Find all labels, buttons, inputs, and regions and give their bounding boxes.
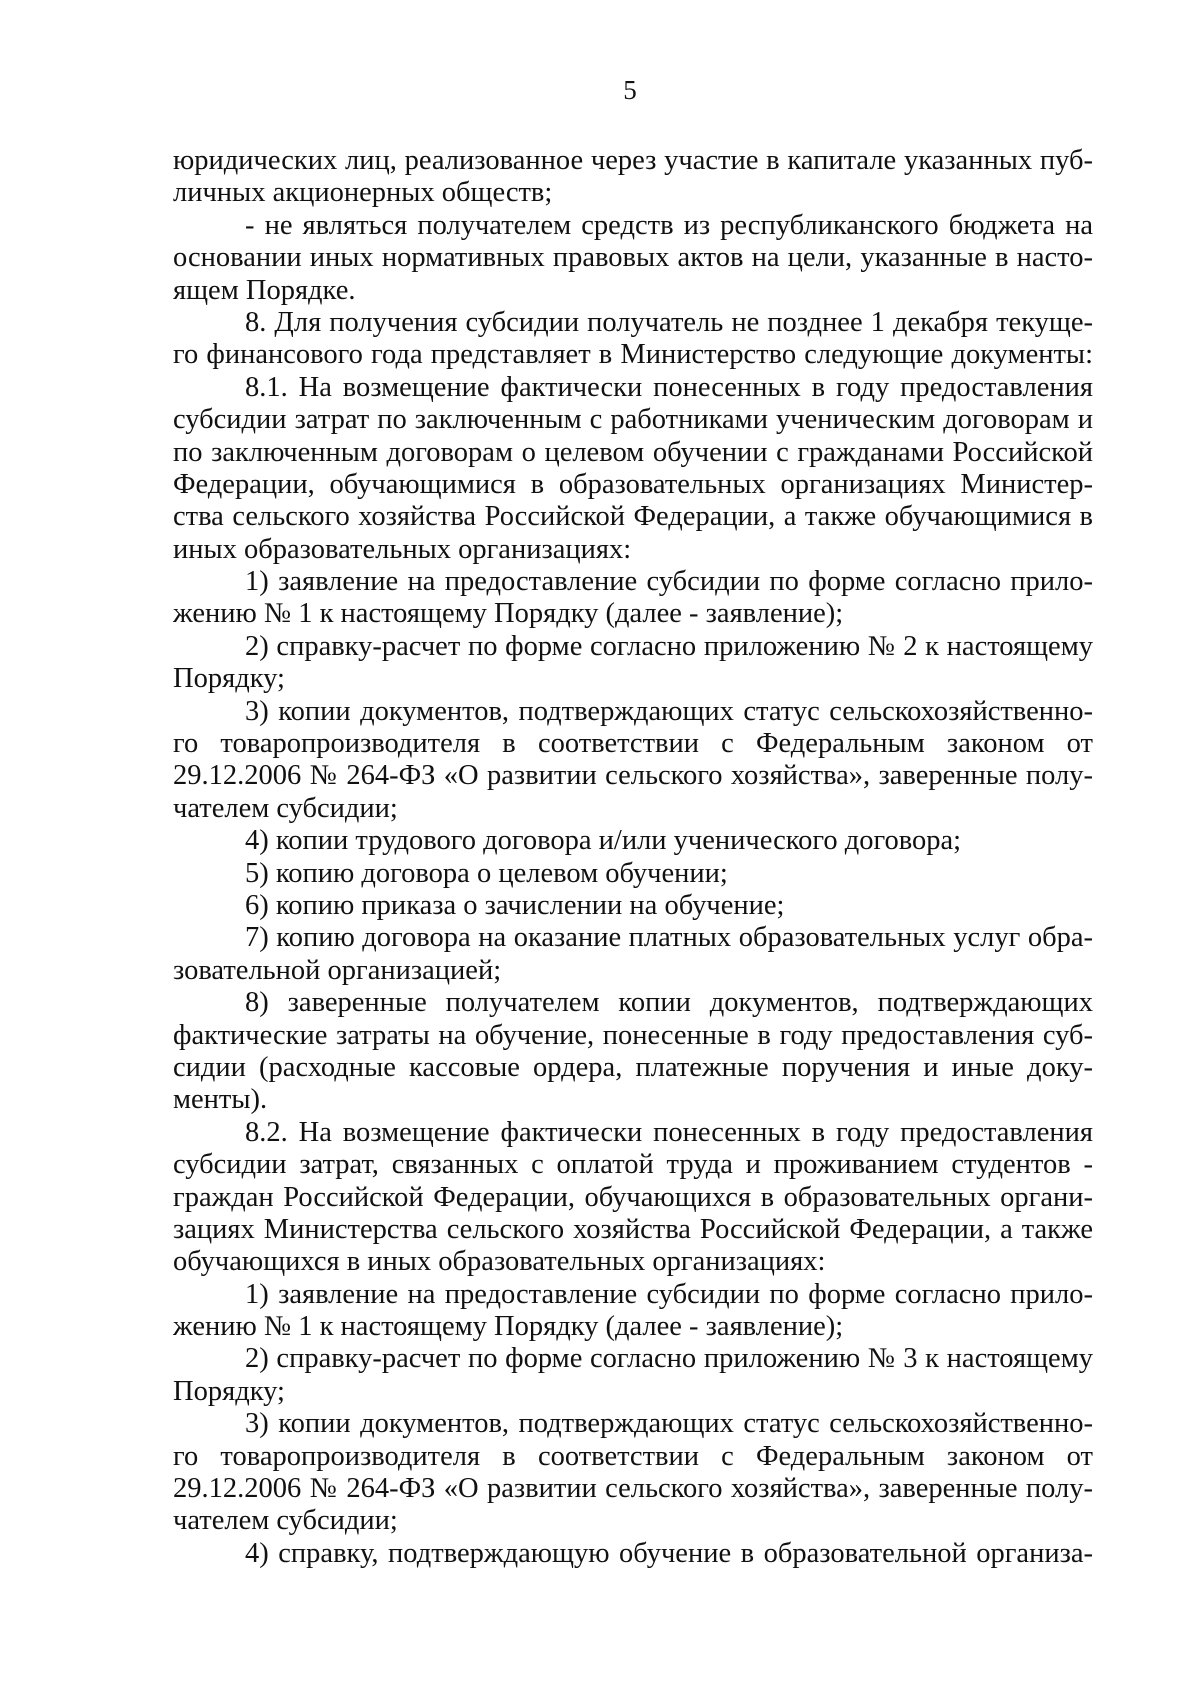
text-line: иных образовательных организациях: — [173, 533, 632, 565]
text-line: го товаропроизводителя в соответствии с Федеральным законом от — [173, 1440, 1093, 1472]
text-line: личных акционерных обществ; — [173, 177, 553, 209]
text-line: ящем Порядке. — [173, 274, 356, 306]
text-line: обучающихся в иных образовательных организациях: — [173, 1246, 826, 1278]
text-line: чателем субсидии; — [173, 1505, 398, 1537]
page-number: 5 — [623, 75, 637, 105]
text-line: 1) заявление на предоставление субсидии по форме согласно прило- — [245, 1278, 1093, 1310]
text-line: Порядку; — [173, 1375, 285, 1407]
text-line: граждан Российской Федерации, обучающихся в образовательных органи- — [173, 1181, 1093, 1213]
text-line: го товаропроизводителя в соответствии с Федеральным законом от — [173, 728, 1093, 760]
text-line: 8.2. На возмещение фактически понесенных в году предоставления — [245, 1116, 1093, 1148]
text-line: 1) заявление на предоставление субсидии по форме согласно прило- — [245, 566, 1093, 598]
text-line: 6) копию приказа о зачислении на обучение; — [245, 889, 785, 921]
text-line: - не являться получателем средств из республиканского бюджета на — [245, 209, 1093, 241]
text-line: зациях Министерства сельского хозяйства Российской Федерации, а также — [173, 1213, 1093, 1245]
text-line: Федерации, обучающимися в образовательных организациях Министер- — [173, 468, 1093, 500]
text-line: основании иных нормативных правовых актов на цели, указанные в насто- — [173, 242, 1093, 274]
text-line: 4) копии трудового договора и/или ученического договора; — [245, 825, 962, 857]
text-line: менты). — [173, 1084, 268, 1116]
text-line: 3) копии документов, подтверждающих статус сельскохозяйственно- — [245, 695, 1093, 727]
text-line: ства сельского хозяйства Российской Федерации, а также обучающимися в — [173, 501, 1093, 533]
text-line: жению № 1 к настоящему Порядку (далее - заявление); — [173, 598, 844, 630]
document-body — [173, 145, 1093, 1570]
text-line: по заключенным договорам о целевом обучении с гражданами Российской — [173, 436, 1093, 468]
text-line: жению № 1 к настоящему Порядку (далее - заявление); — [173, 1311, 844, 1343]
text-line: субсидии затрат, связанных с оплатой труда и проживанием студентов - — [173, 1149, 1093, 1181]
text-line: 2) справку-расчет по форме согласно приложению № 3 к настоящему — [245, 1343, 1093, 1375]
text-line: го финансового года представляет в Министерство следующие документы: — [173, 339, 1093, 371]
text-line: юридических лиц, реализованное через участие в капитале указанных пуб- — [173, 145, 1093, 176]
text-line: 29.12.2006 № 264-ФЗ «О развитии сельского хозяйства», заверенные полу- — [173, 760, 1093, 792]
text-line: 8.1. На возмещение фактически понесенных в году предоставления — [245, 371, 1093, 403]
text-line: 5) копию договора о целевом обучении; — [245, 857, 728, 889]
text-line: 7) копию договора на оказание платных образовательных услуг обра- — [245, 922, 1093, 954]
text-line: 29.12.2006 № 264-ФЗ «О развитии сельского хозяйства», заверенные полу- — [173, 1473, 1093, 1505]
text-line: 3) копии документов, подтверждающих статус сельскохозяйственно- — [245, 1408, 1093, 1440]
text-line: чателем субсидии; — [173, 792, 398, 824]
text-line: субсидии затрат по заключенным с работниками ученическим договорам и — [173, 404, 1093, 436]
text-line: зовательной организацией; — [173, 954, 502, 986]
text-line: 4) справку, подтверждающую обучение в образовательной организа- — [245, 1537, 1093, 1569]
text-line: сидии (расходные кассовые ордера, платежные поручения и иные доку- — [173, 1051, 1093, 1083]
text-line: 8) заверенные получателем копии документов, подтверждающих — [245, 987, 1093, 1019]
text-line: 8. Для получения субсидии получатель не позднее 1 декабря текуще- — [245, 306, 1093, 338]
text-line: фактические затраты на обучение, понесенные в году предоставления суб- — [173, 1019, 1093, 1051]
text-line: Порядку; — [173, 663, 285, 695]
text-line: 2) справку-расчет по форме согласно приложению № 2 к настоящему — [245, 630, 1093, 662]
